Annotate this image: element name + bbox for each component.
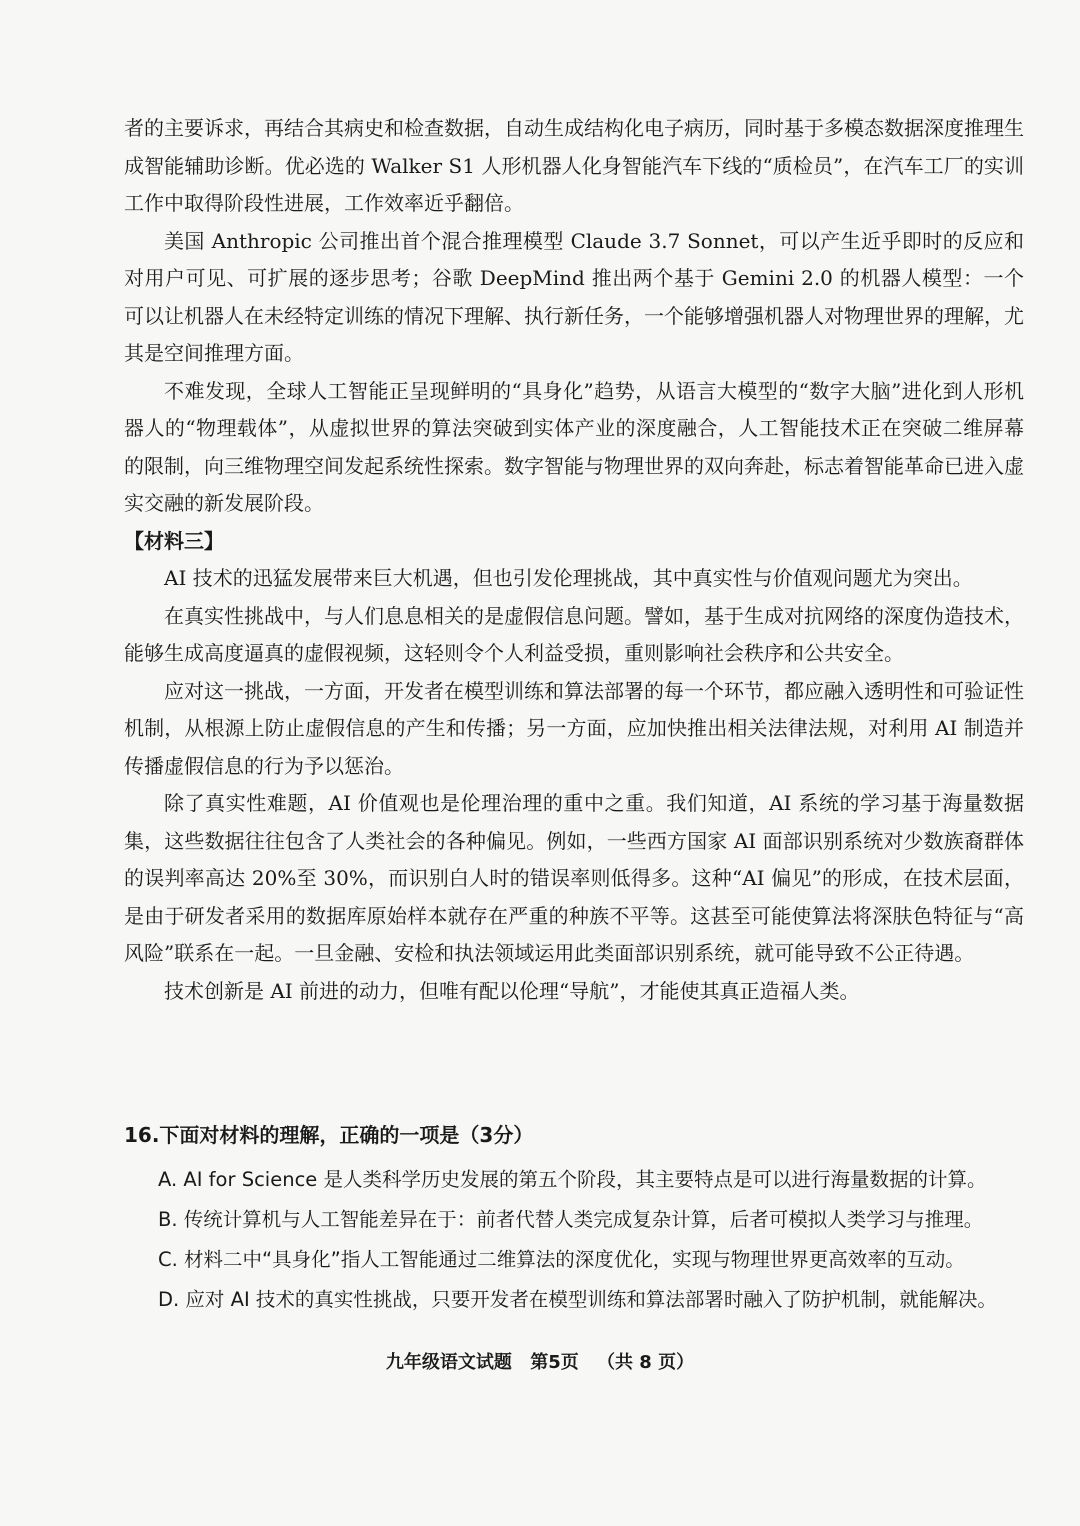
article-body bbox=[124, 110, 1024, 1010]
option-c: C. 材料二中“具身化”指人工智能通过二维算法的深度优化，实现与物理世界更高效率的互动。 bbox=[158, 1248, 965, 1271]
question-16 bbox=[124, 1118, 1034, 1320]
material-3-heading: 【材料三】 bbox=[124, 528, 224, 553]
footer-subject: 九年级语文试题 bbox=[385, 1352, 512, 1373]
paragraph-embodied-trend: 不难发现，全球人工智能正呈现鲜明的“具身化”趋势，从语言大模型的“数字大脑”进化到人形机器人的“物理载体”，从虚拟世界的算法突破到实体产业的深度融合，人工智能技术正在突破二维屏幕的限制，向三维物理空间发起系统性探索。数字智能与物理世界的双向奔赴，标志着智能革命已进入虚实交融的新发展阶段。 bbox=[124, 378, 1024, 515]
page-footer bbox=[0, 1348, 1080, 1374]
material-3-paragraph: 除了真实性难题，AI 价值观也是伦理治理的重中之重。我们知道，AI 系统的学习基于海量数据集，这些数据往往包含了人类社会的各种偏见。例如，一些西方国家 AI 面部识别系统对少数族裔群体的误判率高达 20%至 30%，而识别白人时的错误率则低得多。这种“AI 偏见”的形成，在技术层面，是由于研发者采用的数据库原始样本就存在严重的种族不平等。这甚至可能使算法将深肤色特征与“高风险”联系在一起。一旦金融、安检和执法领域运用此类面部识别系统，就可能导致不公正待遇。 bbox=[124, 791, 1024, 965]
material-3-paragraph: 应对这一挑战，一方面，开发者在模型训练和算法部署的每一个环节，都应融入透明性和可验证性机制，从根源上防止虚假信息的产生和传播；另一方面，应加快推出相关法律法规，对利用 AI 制造并传播虚假信息的行为予以惩治。 bbox=[124, 678, 1024, 778]
material-3-paragraph: 在真实性挑战中，与人们息息相关的是虚假信息问题。譬如，基于生成对抗网络的深度伪造技术，能够生成高度逼真的虚假视频，这轻则令个人利益受损，重则影响社会秩序和公共安全。 bbox=[124, 603, 1024, 665]
question-stem: 16.下面对材料的理解，正确的一项是（3分） bbox=[124, 1123, 534, 1147]
option-a: A. AI for Science 是人类科学历史发展的第五个阶段，其主要特点是可以进行海量数据的计算。 bbox=[158, 1168, 987, 1191]
option-b: B. 传统计算机与人工智能差异在于：前者代替人类完成复杂计算，后者可模拟人类学习与推理。 bbox=[158, 1208, 984, 1231]
option-d: D. 应对 AI 技术的真实性挑战，只要开发者在模型训练和算法部署时融入了防护机制，就能解决。 bbox=[158, 1288, 997, 1311]
paragraph-continued: 者的主要诉求，再结合其病史和检查数据，自动生成结构化电子病历，同时基于多模态数据深度推理生成智能辅助诊断。优必选的 Walker S1 人形机器人化身智能汽车下线的“质检员”，在汽车工厂的实训工作中取得阶段性进展，工作效率近乎翻倍。 bbox=[124, 116, 1024, 215]
footer-total-pages: （共 8 页） bbox=[597, 1352, 695, 1373]
material-3-closing: 技术创新是 AI 前进的动力，但唯有配以伦理“导航”，才能使其真正造福人类。 bbox=[164, 978, 860, 1003]
paragraph-anthropic: 美国 Anthropic 公司推出首个混合推理模型 Claude 3.7 Sonnet，可以产生近乎即时的反应和对用户可见、可扩展的逐步思考；谷歌 DeepMind 推出两个基于 Gemini 2.0 的机器人模型：一个可以让机器人在未经特定训练的情况下理解、执行新任务，一个能够增强机器人对物理世界的理解，尤其是空间推理方面。 bbox=[124, 228, 1024, 365]
footer-page-number: 第5页 bbox=[530, 1352, 579, 1373]
material-3-paragraph: AI 技术的迅猛发展带来巨大机遇，但也引发伦理挑战，其中真实性与价值观问题尤为突出。 bbox=[164, 566, 973, 590]
